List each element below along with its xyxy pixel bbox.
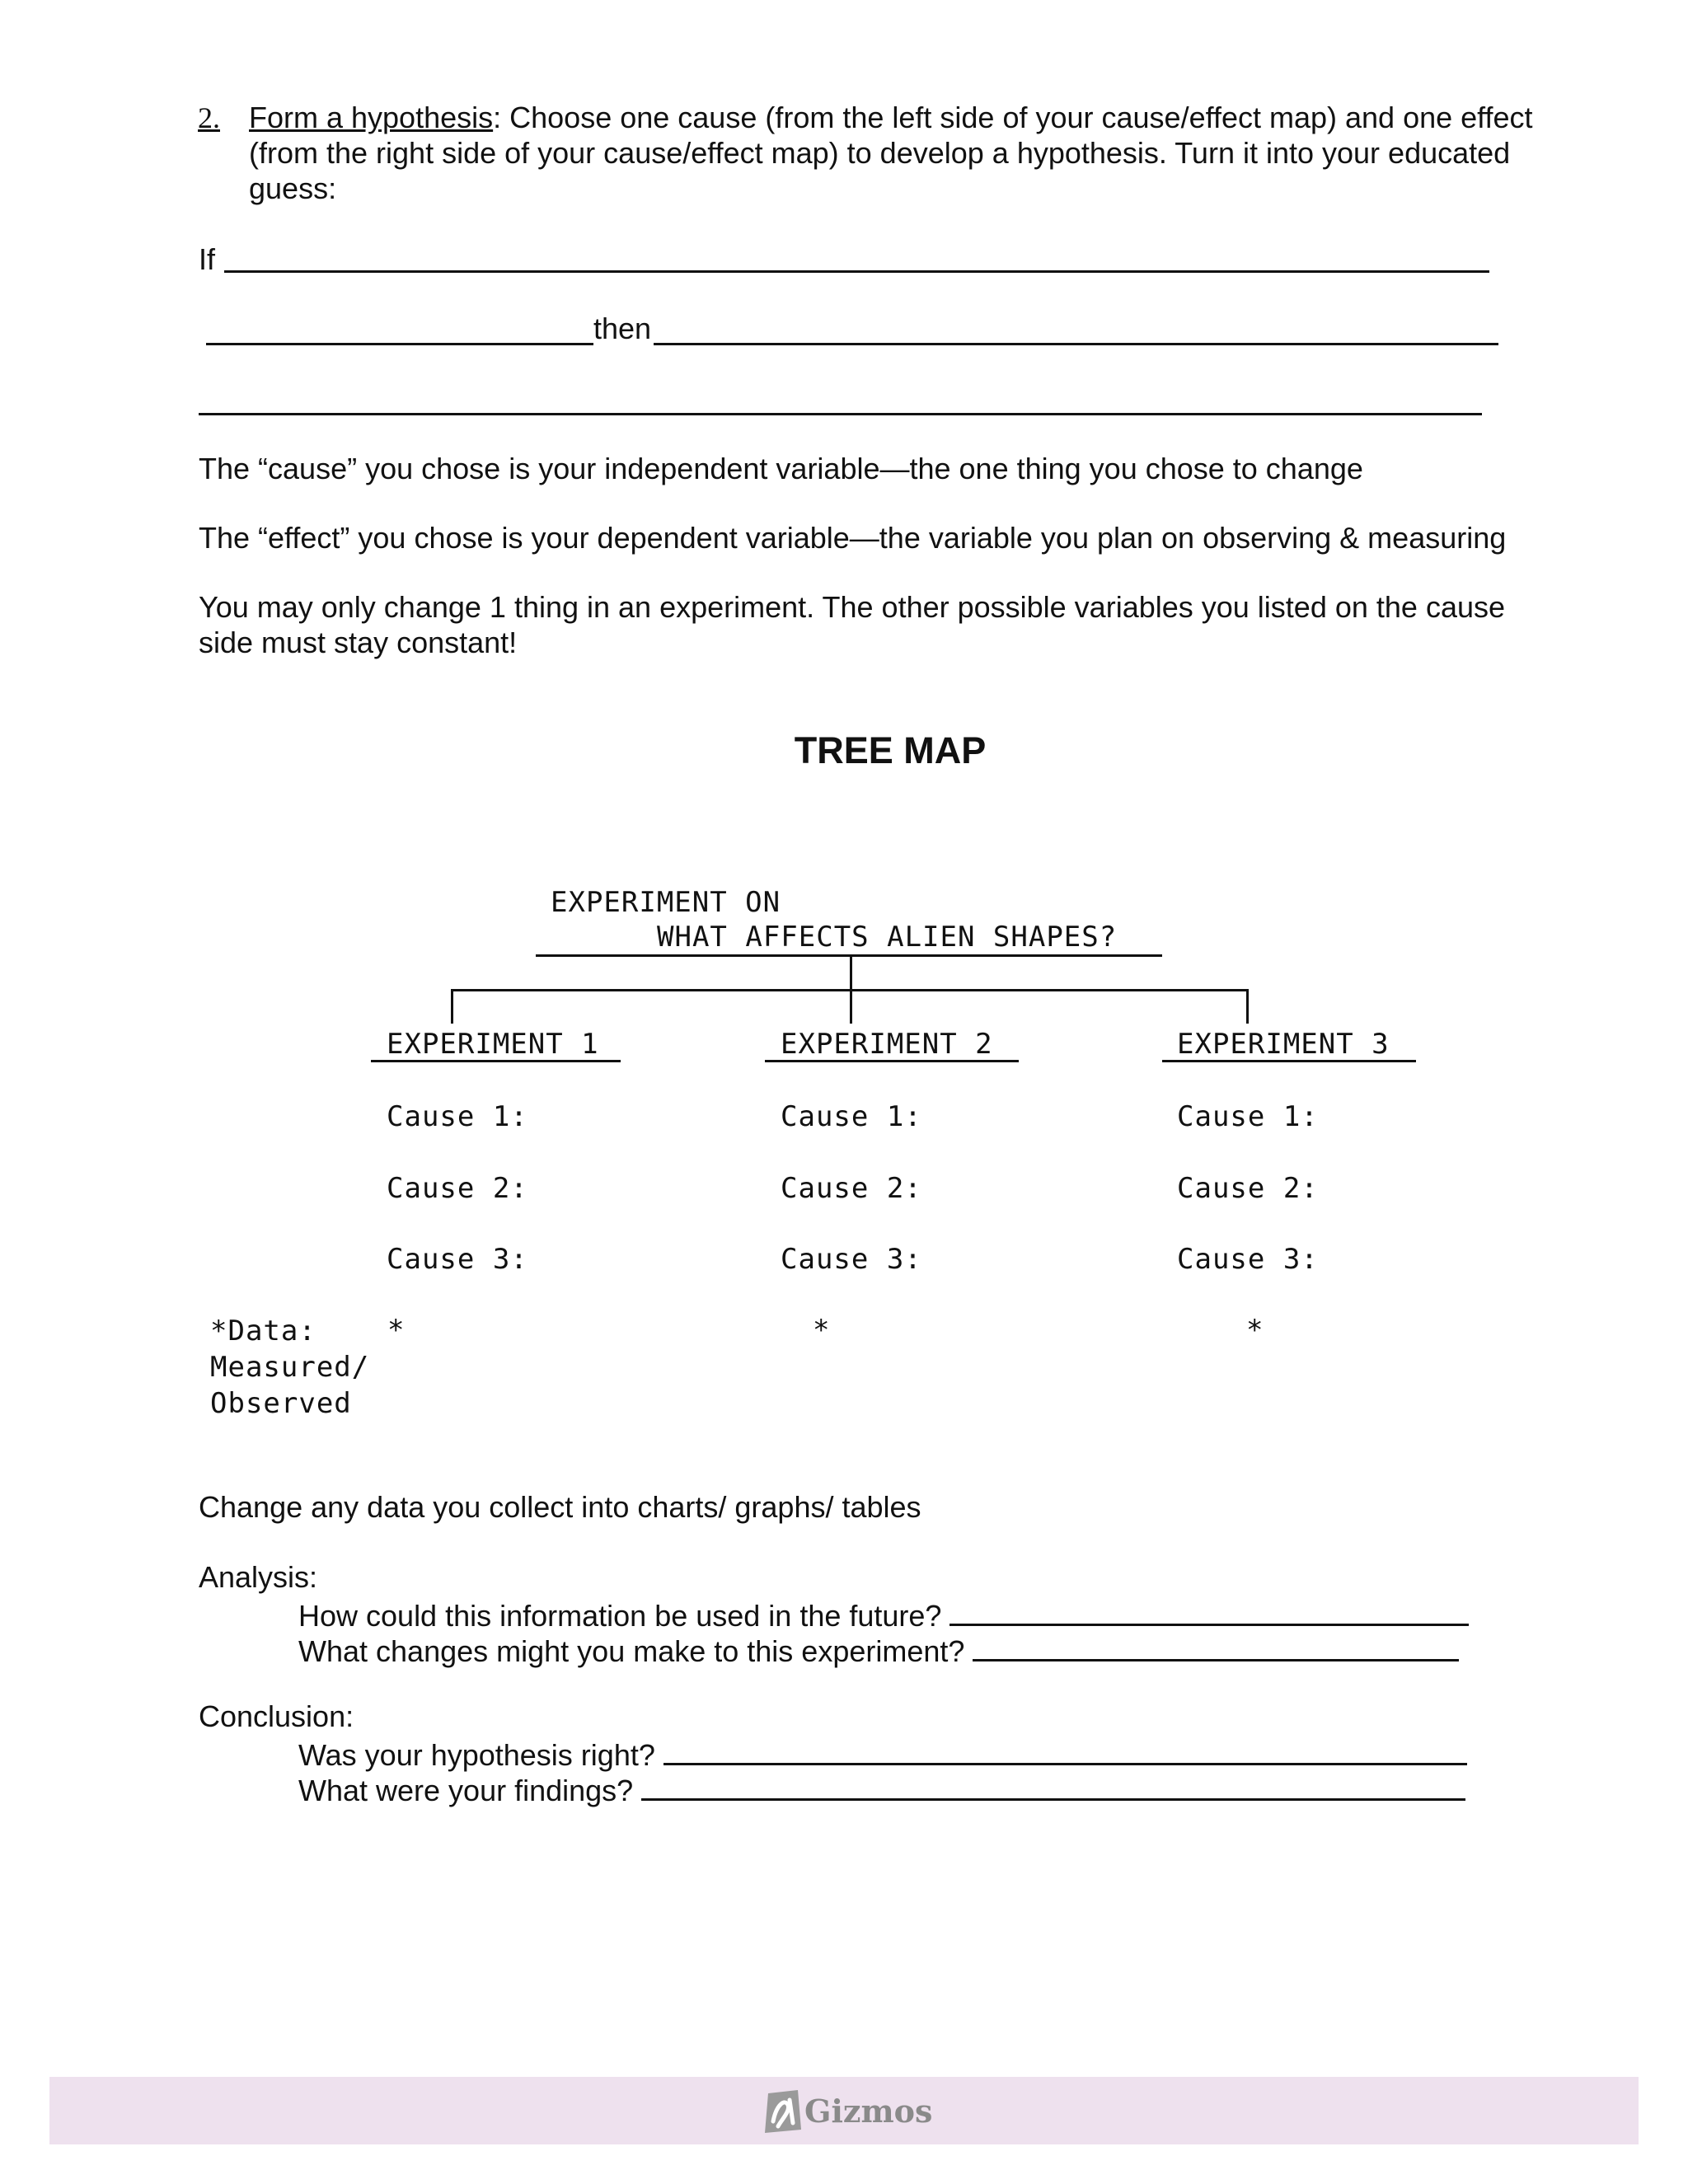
analysis-answer-2-line[interactable] bbox=[973, 1629, 1459, 1661]
analysis-question-1: How could this information be used in the future? bbox=[298, 1599, 942, 1633]
experiment-3-cause-2: Cause 2: bbox=[1177, 1172, 1319, 1205]
experiment-3-cause-1: Cause 1: bbox=[1177, 1100, 1319, 1133]
then-answer-line[interactable] bbox=[654, 343, 1498, 345]
footer-band bbox=[49, 2077, 1639, 2144]
step-title: Form a hypothesis bbox=[249, 101, 494, 134]
experiment-2-data-marker: * bbox=[813, 1314, 831, 1347]
step-text-line3: guess: bbox=[249, 171, 337, 205]
tree-branch-3 bbox=[1246, 989, 1249, 1024]
if-answer-line[interactable] bbox=[224, 270, 1489, 273]
constant-note-line1: You may only change 1 thing in an experiment. The other possible variables you listed on the cause bbox=[199, 590, 1506, 624]
tree-map-title: TREE MAP bbox=[794, 729, 987, 771]
step-heading bbox=[198, 101, 1533, 135]
experiment-1-data-marker: * bbox=[387, 1314, 406, 1347]
conclusion-answer-2-line[interactable] bbox=[641, 1769, 1465, 1801]
tree-root-underline bbox=[536, 954, 1162, 957]
conclusion-question-2-row bbox=[298, 1769, 1465, 1808]
independent-variable-note: The “cause” you chose is your independent variable—the one thing you chose to change bbox=[199, 452, 1363, 485]
step-text-line1: : Choose one cause (from the left side of your cause/effect map) and one effect bbox=[493, 101, 1533, 134]
dependent-variable-note: The “effect” you chose is your dependent variable—the variable you plan on observing & measuring bbox=[199, 521, 1507, 555]
experiment-1-cause-1: Cause 1: bbox=[387, 1100, 528, 1133]
experiment-3-underline bbox=[1162, 1060, 1416, 1062]
data-label-line3: Observed bbox=[210, 1387, 352, 1420]
experiment-3-data-marker: * bbox=[1246, 1314, 1264, 1347]
experiment-2-label: EXPERIMENT 2 bbox=[781, 1028, 993, 1061]
conclusion-question-2: What were your findings? bbox=[298, 1774, 634, 1807]
data-label-line1: *Data: bbox=[210, 1315, 316, 1347]
experiment-2-underline bbox=[765, 1060, 1019, 1062]
gizmos-wordmark: Gizmos bbox=[804, 2093, 933, 2130]
constant-note-line2: side must stay constant! bbox=[199, 626, 518, 659]
tree-branch-1 bbox=[451, 989, 453, 1024]
then-label: then bbox=[593, 312, 652, 345]
tree-root-line2: WHAT AFFECTS ALIEN SHAPES? bbox=[657, 921, 1118, 954]
hypothesis-third-line[interactable] bbox=[199, 413, 1482, 415]
conclusion-question-1: Was your hypothesis right? bbox=[298, 1738, 655, 1772]
gizmos-logo bbox=[760, 2087, 974, 2136]
experiment-2-cause-1: Cause 1: bbox=[781, 1100, 922, 1133]
analysis-question-1-row bbox=[298, 1594, 1469, 1633]
experiment-3-cause-3: Cause 3: bbox=[1177, 1243, 1319, 1276]
gizmos-logo-icon bbox=[760, 2087, 806, 2136]
experiment-1-label: EXPERIMENT 1 bbox=[387, 1028, 599, 1061]
step-text-line2: (from the right side of your cause/effect map) to develop a hypothesis. Turn it into your educated bbox=[249, 136, 1511, 170]
experiment-1-cause-3: Cause 3: bbox=[387, 1243, 528, 1276]
experiment-2-cause-3: Cause 3: bbox=[781, 1243, 922, 1276]
tree-root-line1: EXPERIMENT ON bbox=[551, 886, 781, 919]
conclusion-question-1-row bbox=[298, 1733, 1467, 1773]
then-prefix-line[interactable] bbox=[206, 343, 593, 345]
analysis-question-2: What changes might you make to this experiment? bbox=[298, 1634, 965, 1668]
conclusion-answer-1-line[interactable] bbox=[663, 1733, 1467, 1765]
tree-branch-bar bbox=[451, 989, 1249, 991]
analysis-question-2-row bbox=[298, 1629, 1459, 1669]
step-number: 2. bbox=[198, 101, 220, 134]
charts-note: Change any data you collect into charts/ graphs/ tables bbox=[199, 1490, 921, 1524]
experiment-3-label: EXPERIMENT 3 bbox=[1177, 1028, 1390, 1061]
experiment-1-cause-2: Cause 2: bbox=[387, 1172, 528, 1205]
data-label-line2: Measured/ bbox=[210, 1351, 370, 1384]
experiment-2-cause-2: Cause 2: bbox=[781, 1172, 922, 1205]
analysis-heading: Analysis: bbox=[199, 1560, 318, 1594]
experiment-1-underline bbox=[371, 1060, 621, 1062]
conclusion-heading: Conclusion: bbox=[199, 1699, 354, 1733]
analysis-answer-1-line[interactable] bbox=[950, 1594, 1469, 1626]
if-label: If bbox=[199, 242, 216, 276]
